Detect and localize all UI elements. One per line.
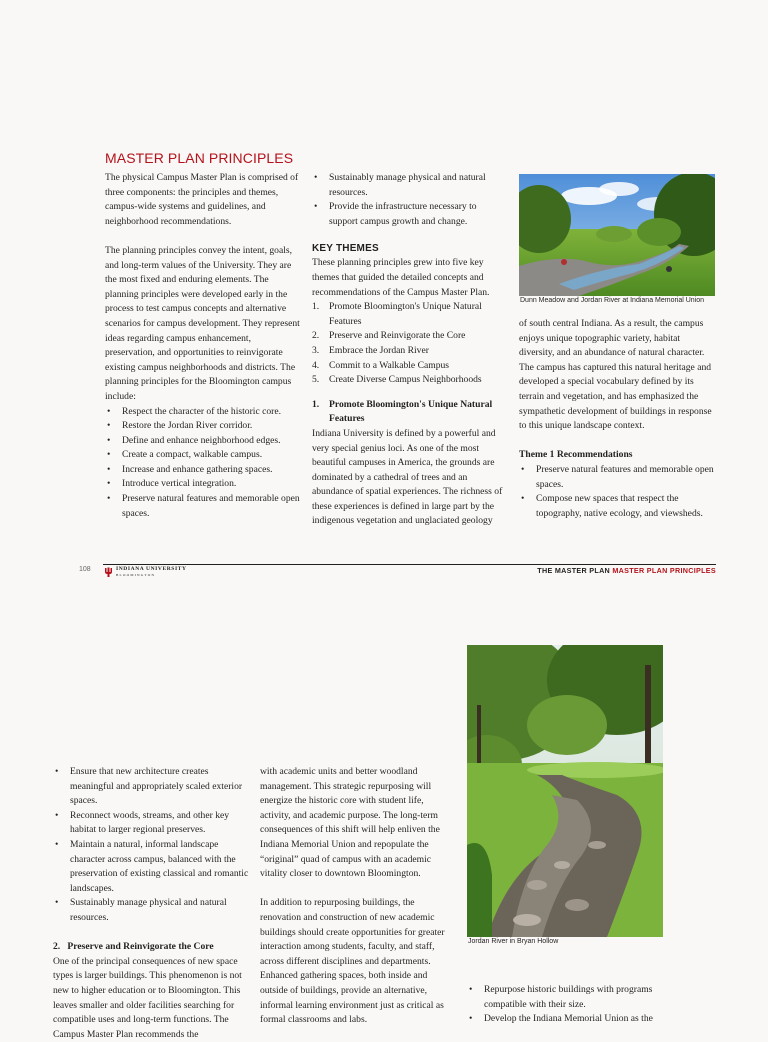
principles-list-continued — [312, 171, 504, 229]
intro-paragraph: The physical Campus Master Plan is comprised of three components: the principles and themes, campus-wide systems and guidelines, and neighborhood recommendations. — [105, 172, 299, 227]
dunn-meadow-image — [519, 174, 715, 296]
section-heading-1 — [312, 398, 504, 427]
list-number: 1. — [312, 301, 320, 313]
list-item: • Compose new spaces that respect the topography, native ecology, and viewsheds. — [519, 492, 716, 521]
list-text: Create Diverse Campus Neighborhoods — [329, 374, 482, 386]
jordan-river-image — [467, 645, 663, 937]
recommendations-list-continued — [53, 765, 249, 926]
section-paragraph: Indiana University is defined by a powerful and very special genius loci. As one of the most beautiful campuses in America, the grounds are dominated by a cathedral of trees and an abundance of spatial experiences. The richness of these experiences is defined in large part by the indigenous vegetation and unglaciated geology — [312, 427, 503, 527]
list-number: 5. — [312, 374, 320, 386]
recommendations-heading: Theme 1 Recommendations — [519, 449, 633, 461]
logo-name: INDIANA UNIVERSITY — [116, 566, 187, 572]
list-item: • Preserve natural features and memorable open spaces. — [105, 492, 301, 521]
list-item — [312, 300, 504, 329]
footer-rule — [103, 564, 716, 565]
university-logo — [104, 566, 187, 578]
list-item: • Sustainably manage physical and natural resources. — [312, 171, 504, 200]
list-item: • Introduce vertical integration. — [105, 477, 301, 492]
section-paragraph: One of the principal consequences of new space types is larger buildings. This phenomenon is not new to higher education or to Bloomington. This leaves smaller and older facilities searching for compatible uses and long-term functions. The Campus Master Plan recommends the — [53, 955, 242, 1040]
section-heading — [312, 398, 504, 427]
key-themes-column — [312, 171, 504, 529]
list-item: • Maintain a natural, informal landscape character across campus, balanced with the preservation of existing classical and romantic landscapes. — [53, 838, 249, 896]
footer-section: THE MASTER PLAN — [537, 566, 611, 575]
list-item: • Ensure that new architecture creates meaningful and appropriately scaled exterior spaces. — [53, 765, 249, 809]
section-heading-text: Preserve and Reinvigorate the Core — [67, 941, 214, 953]
trident-icon — [104, 567, 113, 578]
page-number: 108 — [79, 566, 91, 573]
section-heading-2 — [53, 940, 249, 955]
list-number: 3. — [312, 344, 320, 356]
continued-paragraph: of south central Indiana. As a result, the campus enjoys unique topographic variety, habitat diversity, and an abundance of natural character. The campus has captured this natural heritage and developed a special vocabulary defined by its terrain and vegetation, and has emphasized the sympathetic development of buildings in response to this unique landscape context. — [519, 318, 712, 432]
interaction-paragraph: In addition to repurposing buildings, the renovation and construction of new academic buildings should create opportunities for greater interaction among students, faculty, and staff, across different disciplines and departments. Enhanced gathering spaces, both inside and outside of buildings, provide an alternative, informal learning environment just as critical as formal classrooms and labs. — [260, 897, 445, 1026]
list-text: Commit to a Walkable Campus — [329, 359, 450, 371]
list-item: • Sustainably manage physical and natural resources. — [53, 896, 249, 925]
key-themes-list — [312, 300, 504, 388]
list-item — [312, 359, 504, 374]
key-themes-heading: KEY THEMES — [312, 243, 379, 255]
list-item — [312, 329, 504, 344]
natural-features-column — [519, 317, 716, 521]
list-item: • Preserve natural features and memorable open spaces. — [519, 463, 716, 492]
list-item: • Increase and enhance gathering spaces. — [105, 463, 301, 478]
list-text: Preserve and Reinvigorate the Core — [329, 330, 466, 342]
page2-first-column — [53, 765, 249, 1042]
logo-campus: BLOOMINGTON — [116, 573, 156, 577]
list-item: • Develop the Indiana Memorial Union as the — [467, 1012, 663, 1027]
list-item: • Create a compact, walkable campus. — [105, 448, 301, 463]
list-number: 2. — [312, 330, 320, 342]
running-footer — [537, 566, 716, 575]
key-themes-intro: These planning principles grew into five key themes that guided the detailed concepts and recommendations of the Campus Master Plan. — [312, 257, 490, 298]
logo-wordmark — [116, 566, 187, 578]
list-number: 4. — [312, 359, 320, 371]
footer-subsection: MASTER PLAN PRINCIPLES — [612, 566, 716, 575]
core-recommendations-list — [467, 983, 663, 1027]
page2-second-column — [260, 765, 456, 1028]
list-item — [312, 373, 504, 388]
list-item: • Define and enhance neighborhood edges. — [105, 434, 301, 449]
list-text: Embrace the Jordan River — [329, 344, 429, 356]
recommendations-list — [519, 463, 716, 521]
page-title: MASTER PLAN PRINCIPLES — [105, 150, 294, 166]
photo-caption: Dunn Meadow and Jordan River at Indiana Memorial Union — [520, 297, 705, 304]
jordan-river-photo — [467, 645, 663, 937]
list-item: • Repurpose historic buildings with programs compatible with their size. — [467, 983, 663, 1012]
list-item: • Reconnect woods, streams, and other key habitat to larger regional preserves. — [53, 809, 249, 838]
list-item: • Restore the Jordan River corridor. — [105, 419, 301, 434]
intro-column — [105, 171, 301, 521]
list-item — [312, 344, 504, 359]
repurposing-paragraph: with academic units and better woodland management. This strategic repurposing will energize the historic core with student life, activity, and academic purpose. The long-term consequences of this shift will help enliven the Indiana Memorial Union and repopulate the “original” quad of campus with an academic vitality closer to downtown Bloomington. — [260, 766, 440, 880]
list-item: • Respect the character of the historic core. — [105, 405, 301, 420]
section-heading-text: Promote Bloomington's Unique Natural Features — [329, 398, 493, 425]
principles-paragraph: The planning principles convey the intent, goals, and long-term values of the University. They are the most fixed and enduring elements. The planning principles were developed early in the process to test campus concepts and alternative scenarios for campus development. They represent ideas regarding campus enhancement, preservation, and opportunities to reinvigorate existing campus neighborhoods and districts. The planning principles for the Bloomington campus include: — [105, 244, 300, 402]
dunn-meadow-photo — [519, 174, 715, 296]
list-text: Promote Bloomington's Unique Natural Features — [329, 301, 482, 327]
principles-list — [105, 405, 301, 522]
page2-third-column — [467, 983, 663, 1027]
section-number: 1. — [312, 398, 320, 410]
list-item: • Provide the infrastructure necessary to support campus growth and change. — [312, 200, 504, 229]
section-number: 2. — [53, 941, 61, 953]
photo-caption: Jordan River in Bryan Hollow — [468, 938, 559, 945]
